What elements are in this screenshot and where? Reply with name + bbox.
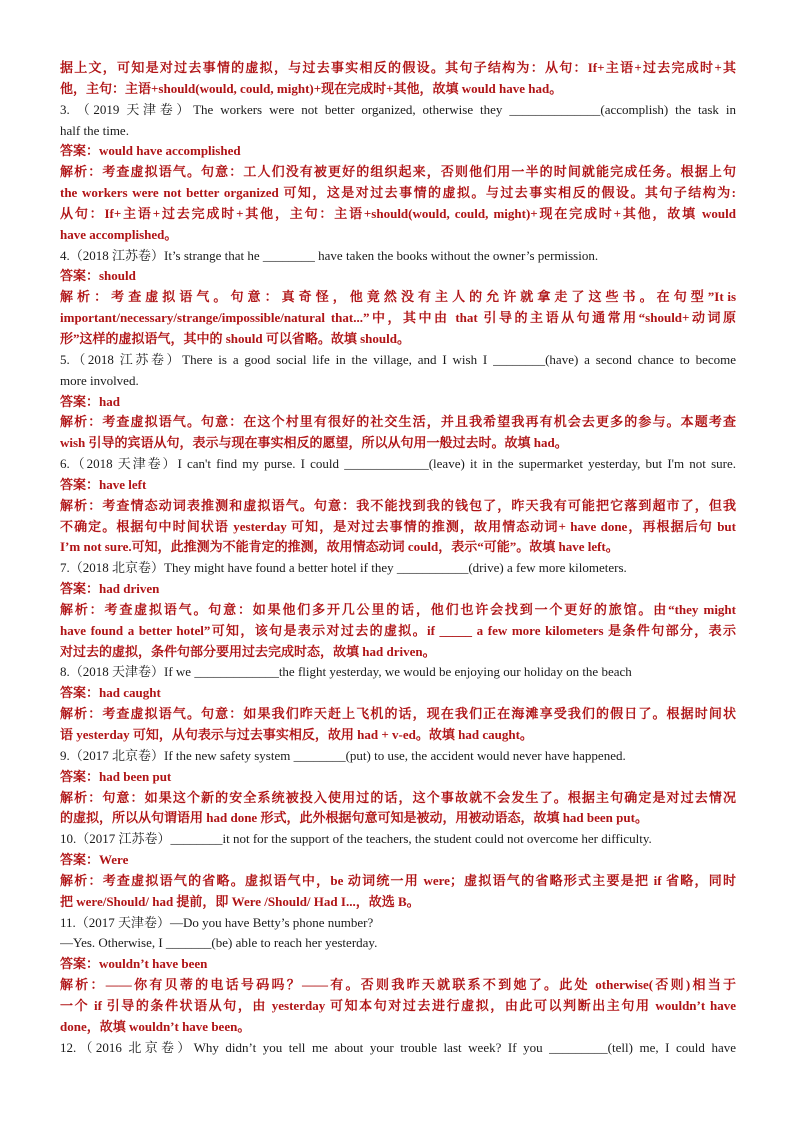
answer-text-line: 从句：If+主语+过去完成时+其他，主句：主语+should(would, could, might)+现在完成时+其他，故填 would [60,205,736,221]
answer-text-line: 答案：Were [60,852,129,868]
answer-text-line: 答案：had driven [60,581,160,597]
answer-text-line: 对过去的虚拟，条件句部分要用过去完成时态，故填 had driven。 [60,643,436,659]
answer-text-line: 解析：考查虚拟语气。句意：如果他们多开几公里的话，他们也许会找到一个更好的旅馆。由“they might [60,601,736,617]
question-text-line: 4.（2018 江苏卷）It’s strange that he ________ have taken the books without the owner’s permission. [60,247,599,263]
answer-text-line: 解析：考查虚拟语气的省略。虚拟语气中，be 动词统一用 were；虚拟语气的省略形式主要是把 if 省略，同时 [60,872,736,888]
answer-text-line: have found a better hotel”可知，该句是表示对过去的虚拟。if _____ a few more kilometers 是条件句部分，表示 [60,622,736,638]
answer-text-line: 的虚拟，所以从句谓语用 had done 形式，此外根据句意可知是被动，用被动语态，故填 had been put。 [60,810,648,826]
answer-text-line: 答案：have left [60,476,147,492]
question-text-line: more involved. [60,372,139,388]
answer-text-line: 解析：句意：如果这个新的安全系统被投入使用过的话，这个事故就不会发生了。根据主句确定是对过去情况 [60,789,736,805]
answer-text-line: 形”这样的虚拟语气，其中的 should 可以省略。故填 should。 [60,330,410,346]
answer-text-line: wish 引导的宾语从句，表示与现在事实相反的愿望，所以从句用一般过去时。故填 had。 [60,435,568,451]
answer-text-line: have accomplished。 [60,226,178,242]
answer-text-line: 语 yesterday 可知，从句表示与过去事实相反，故用 had + v-ed。故填 had caught。 [60,727,533,742]
answer-text-line: 不确定。根据句中时间状语 yesterday 可知，是对过去事情的推测，故用情态动词+ have done，再根据后句 but [60,518,736,534]
question-text-line: 3. （2019 天津卷）The workers were not better organized, otherwise they ______________(accomplish) the task in [60,101,736,117]
answer-text-line: 据上文，可知是对过去事情的虚拟，与过去事实相反的假设。其句子结构为：从句：If+主语+过去完成时+其 [60,60,736,75]
answer-text-line: 解析：考查虚拟语气。句意：工人们没有被更好的组织起来，否则他们用一半的时间就能完成任务。根据上句 [60,164,736,180]
question-text-line: 9.（2017 北京卷）If the new safety system ________(put) to use, the accident would never have happened. [60,747,626,763]
question-text-line: 12.（2016 北京卷）Why didn’t you tell me about your trouble last week? If you _________(tell) me, I could have [60,1039,736,1055]
answer-text-line: 他，主句：主语+should(would, could, might)+现在完成时+其他，故填 would have had。 [60,80,563,96]
answer-text-line: 答案：would have accomplished [60,143,241,159]
answer-text-line: 解 析 ： 考 查 虚 拟 语 气 。 句 意 ： 真 奇 怪 ， 他 竟 然 没 有 主 人 的 允 许 就 拿 走 了 这 些 书 。 在 句 型 ”It is [60,289,736,305]
answer-text-line: 答案：wouldn’t have been [60,956,208,972]
answer-text-line: 解析：考查虚拟语气。句意：如果我们昨天赶上飞机的话，现在我们正在海滩享受我们的假日了。根据时间状 [60,706,736,722]
question-text-line: —Yes. Otherwise, I _______(be) able to reach her yesterday. [60,935,378,951]
question-text-line: 8.（2018 天津卷）If we _____________the flight yesterday, we would be enjoying our holiday on the beach [60,664,632,680]
question-text-line: 5.（2018 江苏卷）There is a good social life in the village, and I wish I ________(have) a second chance to become [60,351,736,367]
question-text-line: half the time. [60,122,129,138]
answer-text-line: 答案：had [60,393,120,409]
answer-text-line: 把 were/Should/ had 提前，即 Were /Should/ Had I...，故选 B。 [60,893,420,909]
answer-text-line: I’m not sure.可知，此推测为不能肯定的推测，故用情态动词 could，表示“可能”。故填 have left。 [60,539,619,555]
answer-text-line: 答案：should [60,268,136,284]
answer-text-line: 一个 if 引导的条件状语从句，由 yesterday 可知本句对过去进行虚拟，由此可以判断出主句用 wouldn’t have [60,997,736,1013]
document-body [60,58,736,1059]
question-text-line: 6.（2018 天津卷）I can't find my purse. I could _____________(leave) it in the supermarket yesterday, but I'm not sure. [60,456,736,472]
answer-text-line: important/necessary/strange/impossible/natural that...”中，其中由 that 引导的主语从句通常用“should+动词原 [60,310,736,326]
answer-text-line: 解析：——你有贝蒂的电话号码吗？——有。否则我昨天就联系不到她了。此处 otherwise(否则)相当于 [60,977,736,993]
answer-text-line: 解析：考查虚拟语气。句意：在这个村里有很好的社交生活，并且我希望我再有机会去更多的参与。本题考查 [60,414,736,430]
question-text-line: 7.（2018 北京卷）They might have found a better hotel if they ___________(drive) a few more kilometers. [60,560,627,576]
answer-text-line: done，故填 wouldn’t have been。 [60,1018,251,1034]
question-text-line: 11.（2017 天津卷）—Do you have Betty’s phone number? [60,914,374,930]
question-text-line: 10.（2017 江苏卷）________it not for the support of the teachers, the student could not overcome her difficulty. [60,831,652,847]
answer-text-line: 答案：had been put [60,768,172,784]
answer-text-line: 答案：had caught [60,685,161,701]
answer-text-line: 解析：考查情态动词表推测和虚拟语气。句意：我不能找到我的钱包了，昨天我有可能把它落到超市了，但我 [60,497,736,513]
answer-text-line: the workers were not better organized 可知，这是对过去事情的虚拟。与过去事实相反的假设。其句子结构为: [60,185,736,201]
